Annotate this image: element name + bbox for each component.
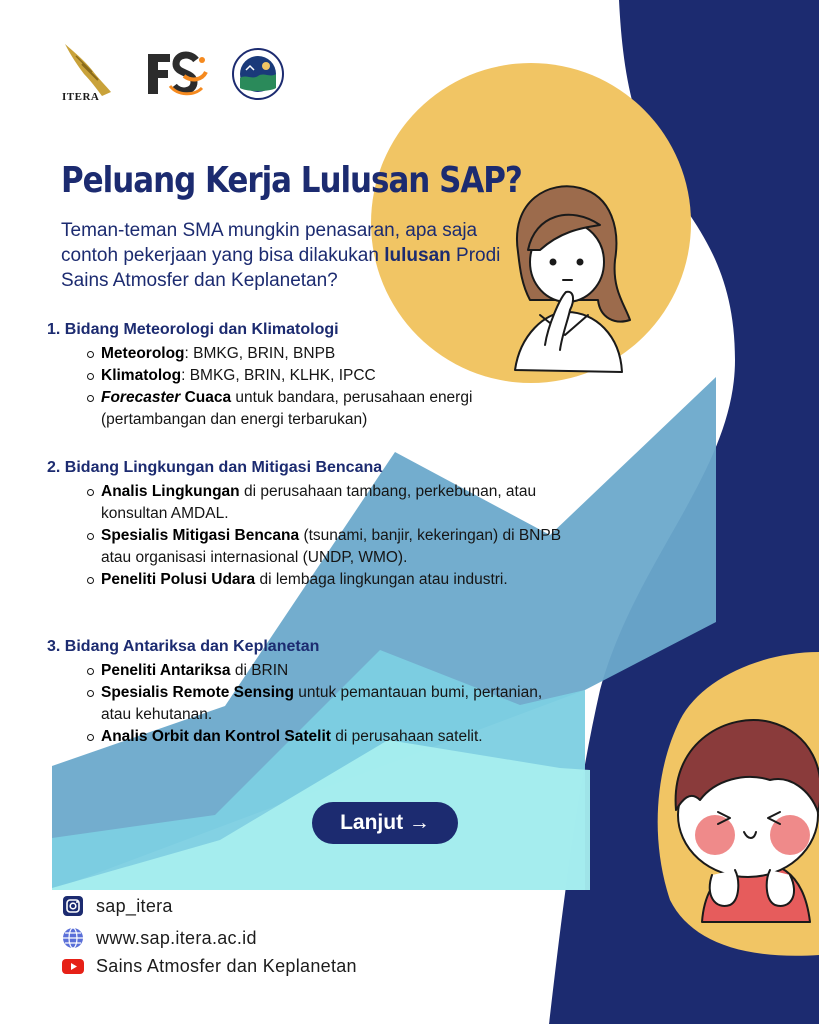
list-item: Peneliti Polusi Udara di lembaga lingkungan atau industri.	[101, 569, 567, 591]
section-heading: 3. Bidang Antariksa dan Keplanetan	[47, 638, 320, 655]
instagram-handle: sap_itera	[96, 895, 173, 916]
section-heading: 1. Bidang Meteorologi dan Klimatologi	[47, 321, 339, 338]
youtube-icon	[62, 955, 84, 977]
list-item: Klimatolog: BMKG, BRIN, KLHK, IPCC	[101, 365, 567, 387]
intro-text: Teman-teman SMA mungkin penasaran, apa saja contoh pekerjaan yang bisa dilakukan lulusan Prodi Sains Atmosfer dan Keplanetan?	[61, 220, 501, 291]
globe-icon	[62, 927, 84, 949]
intro-bold: lulusan	[384, 245, 451, 266]
job-list	[47, 343, 567, 431]
sap-seal-logo	[232, 48, 284, 100]
list-item: Analis Lingkungan di perusahaan tambang, perkebunan, atau konsultan AMDAL.	[101, 481, 567, 525]
next-button[interactable]: Lanjut →	[312, 802, 458, 844]
contact-website[interactable]	[62, 927, 257, 949]
list-item: Spesialis Remote Sensing untuk pemantauan bumi, pertanian, atau kehutanan.	[101, 682, 567, 726]
page-title: Peluang Kerja Lulusan SAP?	[61, 160, 522, 201]
job-list	[47, 481, 567, 591]
itera-logo-label: ITERA	[62, 91, 100, 103]
section-environment	[47, 459, 567, 591]
contact-instagram[interactable]	[62, 895, 173, 917]
list-item: Meteorolog: BMKG, BRIN, BNPB	[101, 343, 567, 365]
list-item: Analis Orbit dan Kontrol Satelit di perusahaan satelit.	[101, 726, 567, 748]
youtube-channel: Sains Atmosfer dan Keplanetan	[96, 955, 357, 976]
section-meteorology	[47, 321, 567, 431]
instagram-icon	[62, 895, 84, 917]
fs-logo	[146, 50, 208, 98]
section-space	[47, 638, 567, 748]
list-item: Peneliti Antariksa di BRIN	[101, 660, 567, 682]
section-heading: 2. Bidang Lingkungan dan Mitigasi Bencana	[47, 459, 383, 476]
list-item: Forecaster Cuaca untuk bandara, perusahaan energi (pertambangan dan energi terbarukan)	[101, 387, 567, 431]
contact-youtube[interactable]	[62, 955, 357, 977]
list-item: Spesialis Mitigasi Bencana (tsunami, banjir, kekeringan) di BNPB atau organisasi internasional (UNDP, WMO).	[101, 525, 567, 569]
job-list	[47, 660, 567, 748]
website-link: www.sap.itera.ac.id	[96, 927, 257, 948]
